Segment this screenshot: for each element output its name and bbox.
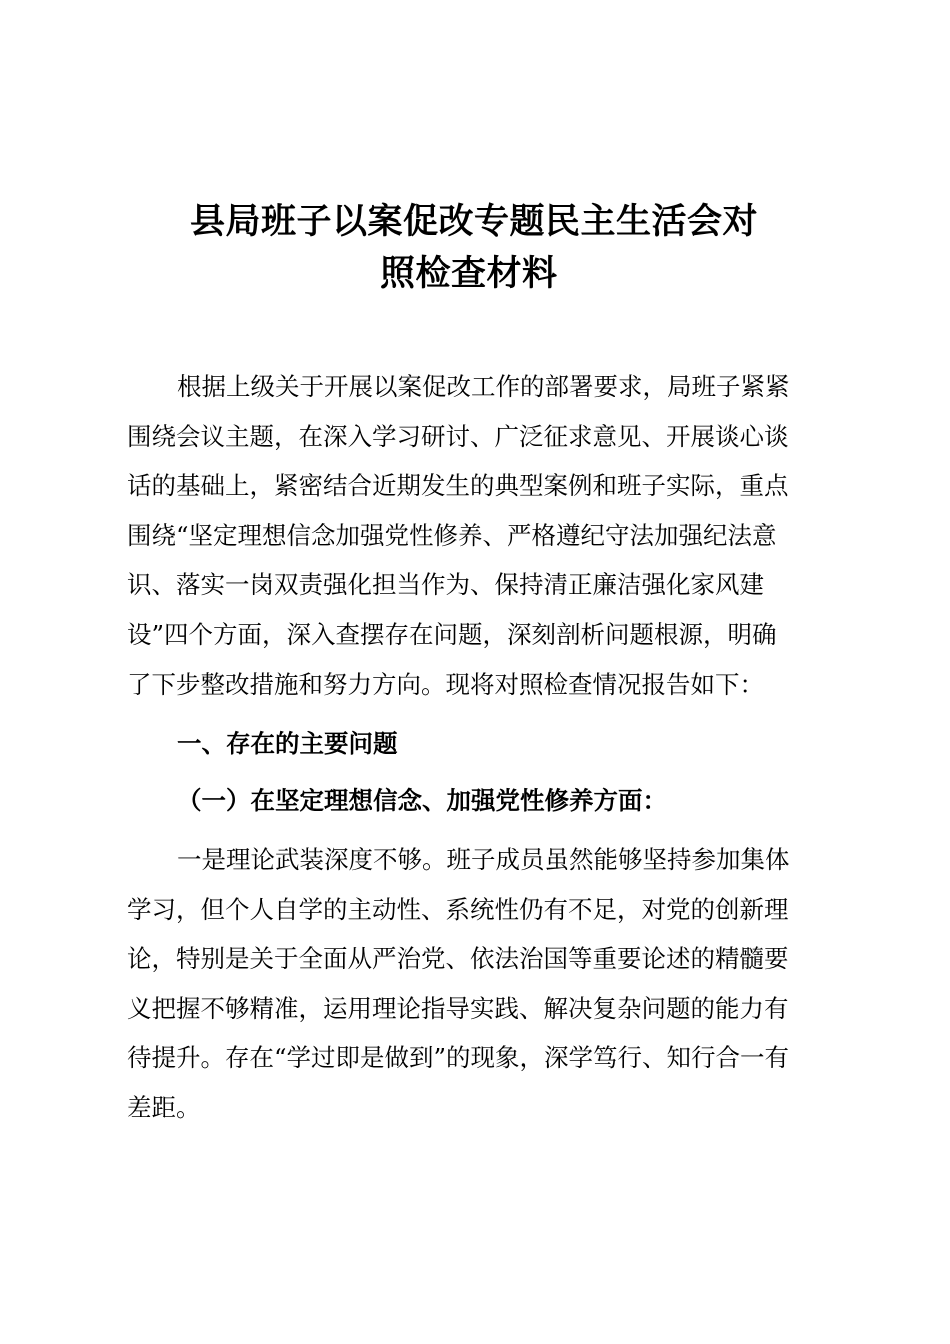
intro-line: 围绕“坚定理想信念加强党性修养、严格遵纪守法加强纪法意	[127, 520, 777, 550]
paragraph-line: 义把握不够精准，运用理论指导实践、解决复杂问题的能力有	[127, 993, 789, 1023]
intro-line: 了下步整改措施和努力方向。现将对照检查情况报告如下：	[127, 669, 764, 699]
body-paragraph	[127, 835, 820, 1133]
intro-line: 根据上级关于开展以案促改工作的部署要求，局班子紧紧	[177, 372, 790, 401]
title-line-1: 县局班子以案促改专题民主生活会对	[190, 202, 759, 242]
paragraph-line: 待提升。存在“学过即是做到”的现象，深学笃行、知行合一有	[127, 1043, 790, 1073]
paragraph-line: 学习，但个人自学的主动性、系统性仍有不足，对党的创新理	[127, 894, 789, 924]
intro-line: 识、落实一岗双责强化担当作为、保持清正廉洁强化家风建	[127, 570, 764, 600]
intro-line: 话的基础上，紧密结合近期发生的典型案例和班子实际，重点	[127, 471, 789, 501]
title-line-2: 照检查材料	[380, 254, 558, 294]
intro-line: 设”四个方面，深入查摆存在问题，深刻剖析问题根源，明确	[127, 619, 777, 649]
intro-paragraph	[127, 362, 820, 709]
subsection-heading: （一）在坚定理想信念、加强党性修养方面：	[177, 786, 667, 815]
paragraph-line: 一是理论武装深度不够。班子成员虽然能够坚持参加集体	[177, 845, 790, 874]
document-title	[190, 196, 830, 300]
paragraph-line: 差距。	[127, 1092, 201, 1122]
intro-line: 围绕会议主题，在深入学习研讨、广泛征求意见、开展谈心谈	[127, 421, 789, 451]
paragraph-line: 论，特别是关于全面从严治党、依法治国等重要论述的精髓要	[127, 944, 789, 974]
section-heading: 一、存在的主要问题	[177, 729, 398, 758]
